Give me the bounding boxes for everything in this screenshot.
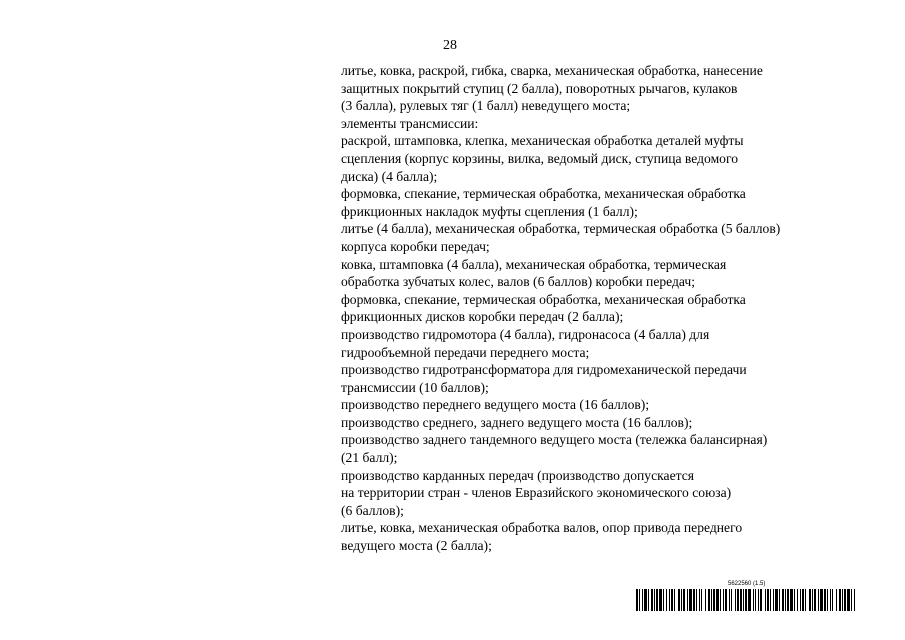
- barcode-bar: [767, 589, 769, 611]
- text-line: (3 балла), рулевых тяг (1 балл) неведущего моста;: [341, 98, 631, 114]
- barcode-bar: [854, 589, 855, 611]
- barcode-bar: [729, 589, 730, 611]
- barcode-bar: [797, 589, 798, 611]
- text-line: производство переднего ведущего моста (16 баллов);: [341, 397, 650, 413]
- text-line: ковка, штамповка (4 балла), механическая обработка, термическая: [341, 256, 727, 272]
- barcode-bar: [683, 589, 685, 611]
- barcode-bar: [743, 589, 744, 611]
- text-line: диска) (4 балла);: [341, 168, 438, 184]
- barcode-bar: [696, 589, 697, 611]
- barcode-bar: [654, 589, 655, 611]
- text-line: производство гидротрансформатора для гидромеханической передачи: [341, 362, 747, 378]
- barcode-bar: [725, 589, 727, 611]
- barcode-bar: [812, 589, 813, 611]
- barcode-bar: [671, 589, 673, 611]
- barcode-bar: [716, 589, 719, 611]
- barcode-bar: [735, 589, 736, 611]
- barcode-bar: [674, 589, 675, 611]
- barcode-bar: [708, 589, 710, 611]
- barcode-bar: [794, 589, 795, 611]
- barcode-bar: [832, 589, 833, 611]
- barcode-bar: [656, 589, 658, 611]
- text-line: формовка, спекание, термическая обработка, механическая обработка: [341, 186, 746, 202]
- barcode-bar: [681, 589, 682, 611]
- barcode-bar: [648, 589, 649, 611]
- barcode-bar: [666, 589, 667, 611]
- barcode-bar: [720, 589, 721, 611]
- text-line: сцепления (корпус корзины, вилка, ведомый диск, ступица ведомого: [341, 150, 739, 166]
- barcode-bar: [669, 589, 670, 611]
- text-line: производство среднего, заднего ведущего моста (16 баллов);: [341, 414, 693, 430]
- text-line: (6 баллов);: [341, 502, 404, 518]
- barcode-bar: [651, 589, 653, 611]
- text-line: (21 балл);: [341, 450, 398, 466]
- barcode-bar: [687, 589, 688, 611]
- document-body: [341, 62, 841, 555]
- text-line: литье (4 балла), механическая обработка, термическая обработка (5 баллов): [341, 221, 781, 237]
- barcode-bar: [827, 589, 828, 611]
- barcode-bar: [773, 589, 774, 611]
- barcode-bar: [785, 589, 786, 611]
- text-line: раскрой, штамповка, клепка, механическая обработка деталей муфты: [341, 133, 744, 149]
- barcode-bar: [809, 589, 811, 611]
- text-line: фрикционных дисков коробки передач (2 балла);: [341, 309, 624, 325]
- barcode-bar: [824, 589, 826, 611]
- barcode-bar: [678, 589, 680, 611]
- text-line: литье, ковка, раскрой, гибка, сварка, механическая обработка, нанесение: [341, 63, 763, 78]
- barcode-bar: [818, 589, 819, 611]
- text-line: производство карданных передач (производство допускается: [341, 467, 694, 483]
- text-line: формовка, спекание, термическая обработка, механическая обработка: [341, 291, 746, 307]
- text-line: ведущего моста (2 балла);: [341, 538, 492, 554]
- barcode-bar: [713, 589, 715, 611]
- barcode-bar: [731, 589, 732, 611]
- barcode-bar: [779, 589, 780, 611]
- barcode-bar: [644, 589, 647, 611]
- barcode-bar: [701, 589, 702, 611]
- barcode-bar: [775, 589, 778, 611]
- barcode-bar: [787, 589, 789, 611]
- barcode-bar: [693, 589, 695, 611]
- barcode-bar: [765, 589, 766, 611]
- barcode-bar: [839, 589, 841, 611]
- barcode-bar: [836, 589, 837, 611]
- barcode-bar: [800, 589, 801, 611]
- text-line: элементы трансмиссии:: [341, 115, 479, 131]
- barcode-bar: [753, 589, 754, 611]
- page-number: 28: [443, 38, 457, 53]
- barcode-bar: [802, 589, 804, 611]
- barcode-bar: [842, 589, 843, 611]
- barcode-icon: [636, 589, 856, 611]
- text-line: производство заднего тандемного ведущего моста (тележка балансирная): [341, 432, 768, 448]
- barcode-bar: [699, 589, 700, 611]
- barcode-caption: 5622560 (1.5): [728, 581, 766, 587]
- barcode-bar: [830, 589, 831, 611]
- text-line: фрикционных накладок муфты сцепления (1 балл);: [341, 203, 638, 219]
- barcode-bar: [847, 589, 850, 611]
- barcode-bar: [851, 589, 852, 611]
- barcode-bar: [805, 589, 806, 611]
- text-line: обработка зубчатых колес, валов (6 баллов) коробки передач;: [341, 274, 696, 290]
- barcode-bar: [639, 589, 640, 611]
- barcode-bar: [760, 589, 762, 611]
- barcode-bar: [659, 589, 662, 611]
- text-line: гидрообъемной передачи переднего моста;: [341, 344, 590, 360]
- barcode-bar: [711, 589, 712, 611]
- barcode-bar: [642, 589, 643, 611]
- barcode-bar: [814, 589, 816, 611]
- barcode-bar: [689, 589, 692, 611]
- text-line: корпуса коробки передач;: [341, 238, 490, 254]
- text-line: трансмиссии (10 баллов);: [341, 379, 489, 395]
- barcode-bar: [770, 589, 771, 611]
- barcode-bar: [740, 589, 742, 611]
- barcode-bar: [745, 589, 747, 611]
- barcode-bar: [755, 589, 756, 611]
- text-line: производство гидромотора (4 балла), гидронасоса (4 балла) для: [341, 326, 710, 342]
- barcode-bar: [820, 589, 823, 611]
- barcode-bar: [790, 589, 793, 611]
- barcode-bar: [737, 589, 739, 611]
- text-line: защитных покрытий ступиц (2 балла), поворотных рычагов, кулаков: [341, 80, 738, 96]
- barcode-bar: [663, 589, 664, 611]
- text-line: литье, ковка, механическая обработка валов, опор привода переднего: [341, 520, 743, 536]
- barcode-bar: [758, 589, 759, 611]
- barcode-bar: [844, 589, 846, 611]
- barcode-bar: [636, 589, 638, 611]
- barcode-bar: [705, 589, 706, 611]
- barcode-bar: [782, 589, 784, 611]
- barcode-bar: [748, 589, 751, 611]
- text-line: на территории стран - членов Евразийского экономического союза): [341, 485, 732, 501]
- barcode-bar: [723, 589, 724, 611]
